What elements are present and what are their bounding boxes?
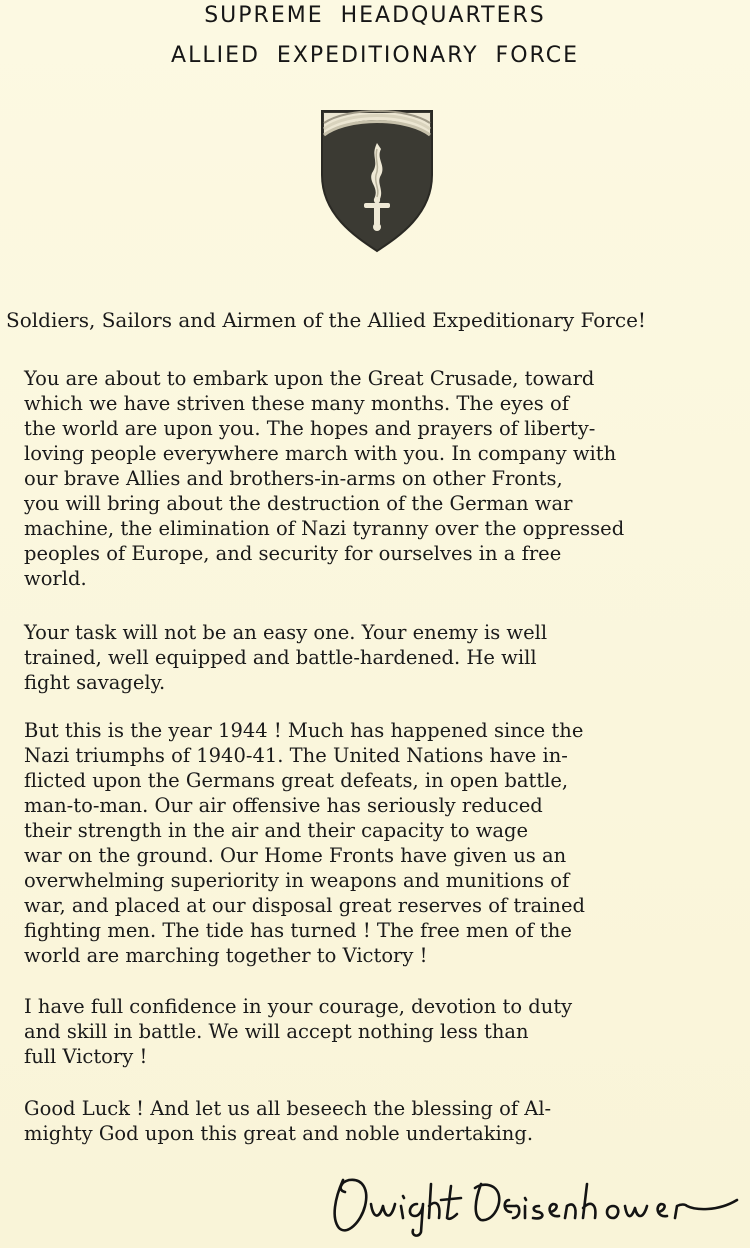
signature-stroke-d2 bbox=[475, 1184, 499, 1220]
paragraph-line: full Victory ! bbox=[24, 1045, 148, 1068]
sword-crossguard bbox=[364, 203, 390, 208]
paragraph-line: mighty God upon this great and noble undertaking. bbox=[24, 1122, 534, 1145]
paragraph-line: You are about to embark upon the Great Crusade, toward bbox=[24, 367, 595, 390]
signature-stroke-e2 bbox=[550, 1204, 559, 1216]
signature-stroke-e3 bbox=[658, 1204, 667, 1216]
signature-stroke-t bbox=[441, 1186, 461, 1219]
paragraph-line: war, and placed at our disposal great reserves of trained bbox=[24, 894, 585, 917]
header-line-supreme-headquarters: SUPREME HEADQUARTERS bbox=[204, 3, 546, 28]
sword-pommel bbox=[373, 223, 381, 231]
paragraph-line: peoples of Europe, and security for ourselves in a free bbox=[24, 542, 562, 565]
signature-stroke-d bbox=[335, 1180, 367, 1231]
paragraph-line: world are marching together to Victory ! bbox=[24, 944, 428, 967]
paragraph-line: world. bbox=[24, 567, 87, 590]
signature-stroke-h2 bbox=[583, 1184, 595, 1218]
signature-stroke-g bbox=[410, 1204, 423, 1236]
paragraph-line: war on the ground. Our Home Fronts have given us an bbox=[24, 844, 567, 867]
header-line-allied-expeditionary-force: ALLIED EXPEDITIONARY FORCE bbox=[171, 43, 579, 68]
paragraph-line: our brave Allies and brothers-in-arms on other Fronts, bbox=[24, 467, 563, 490]
paragraph-line: fight savagely. bbox=[24, 671, 166, 694]
paragraph-line: their strength in the air and their capacity to wage bbox=[24, 819, 529, 842]
signature-stroke-i2 bbox=[525, 1198, 526, 1218]
paragraph-line: fighting men. The tide has turned ! The free men of the bbox=[24, 919, 572, 942]
eisenhower-signature bbox=[325, 1160, 745, 1240]
paragraph-line: I have full confidence in your courage, devotion to duty bbox=[24, 995, 573, 1018]
signature-stroke-n bbox=[565, 1205, 576, 1219]
paragraph-line: machine, the elimination of Nazi tyranny over the oppressed bbox=[24, 517, 625, 540]
paragraph-line: Your task will not be an easy one. Your enemy is well bbox=[24, 621, 548, 644]
paragraph-line: flicted upon the Germans great defeats, in open battle, bbox=[24, 769, 569, 792]
paragraph-line: overwhelming superiority in weapons and munitions of bbox=[24, 869, 570, 892]
paragraph-line: which we have striven these many months. The eyes of bbox=[24, 392, 569, 415]
paragraph-line: and skill in battle. We will accept nothing less than bbox=[24, 1020, 529, 1043]
signature-stroke-r bbox=[675, 1200, 737, 1218]
signature-stroke-w bbox=[371, 1204, 395, 1216]
paragraph-line: Nazi triumphs of 1940-41. The United Nations have in- bbox=[24, 744, 568, 767]
shield-svg bbox=[318, 105, 436, 255]
paragraph-3 bbox=[24, 718, 714, 968]
paragraph-line: loving people everywhere march with you. In company with bbox=[24, 442, 617, 465]
salutation: Soldiers, Sailors and Airmen of the Allied Expeditionary Force! bbox=[6, 308, 646, 332]
paragraph-line: the world are upon you. The hopes and prayers of liberty- bbox=[24, 417, 596, 440]
sword-hilt bbox=[374, 208, 380, 224]
signature-svg bbox=[325, 1160, 745, 1240]
signature-stroke-h bbox=[429, 1184, 439, 1218]
signature-stroke-o bbox=[607, 1206, 618, 1218]
paragraph-line: Good Luck ! And let us all beseech the blessing of Al- bbox=[24, 1097, 552, 1120]
paragraph-line: But this is the year 1944 ! Much has happened since the bbox=[24, 719, 584, 742]
paragraph-line: trained, well equipped and battle-hardened. He will bbox=[24, 646, 537, 669]
paragraph-1 bbox=[24, 366, 714, 591]
paragraph-2 bbox=[24, 620, 714, 695]
signature-stroke-s bbox=[533, 1206, 542, 1218]
shaef-insignia-icon bbox=[318, 105, 436, 255]
paragraph-5 bbox=[24, 1096, 714, 1146]
paragraph-line: man-to-man. Our air offensive has seriously reduced bbox=[24, 794, 543, 817]
signature-stroke-e bbox=[505, 1200, 520, 1218]
signature-stroke-w2 bbox=[625, 1206, 647, 1216]
paragraph-4 bbox=[24, 994, 714, 1069]
paragraph-line: you will bring about the destruction of the German war bbox=[24, 492, 573, 515]
signature-stroke-i bbox=[401, 1196, 404, 1218]
